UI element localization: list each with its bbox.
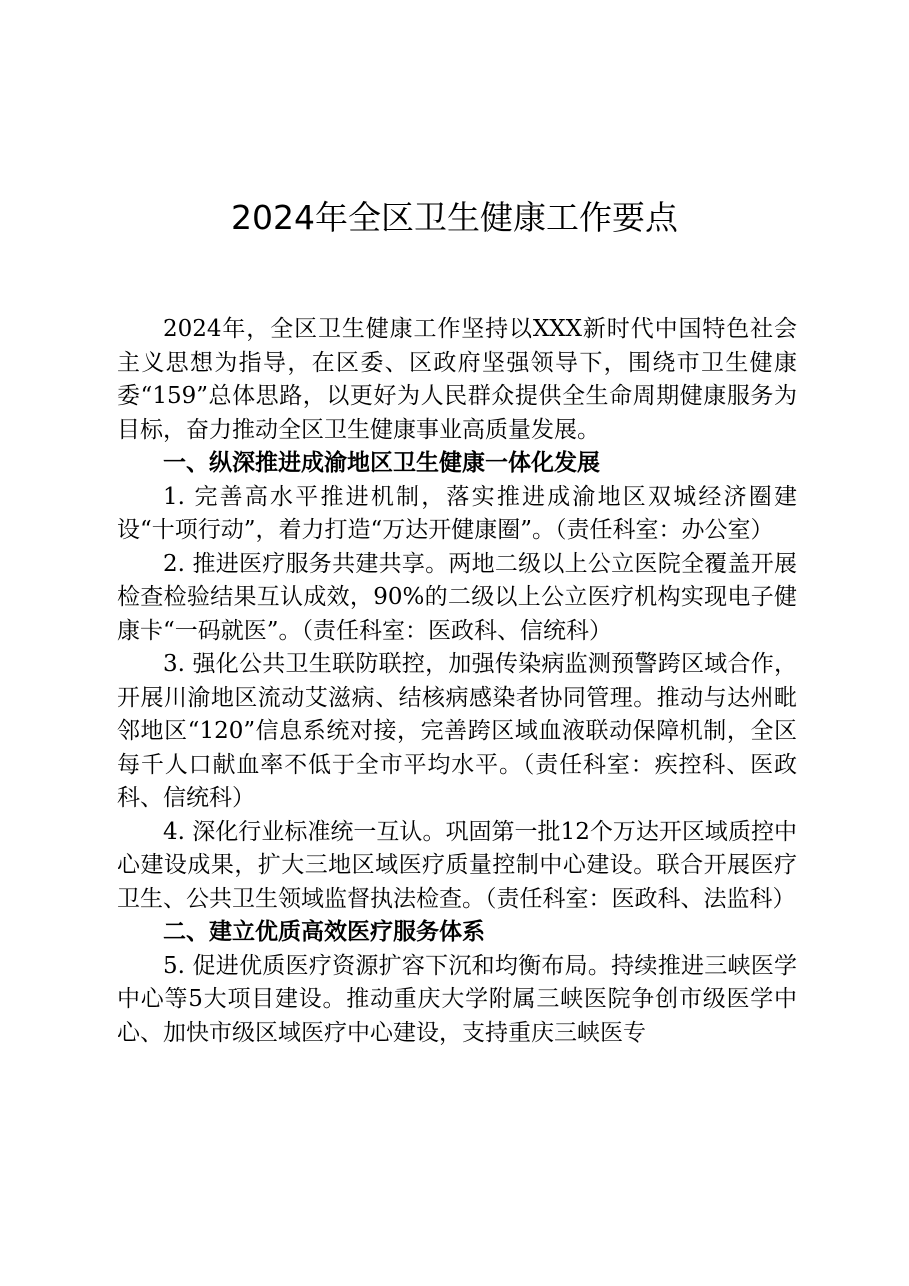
intro-paragraph: 2024年，全区卫生健康工作坚持以XXX新时代中国特色社会主义思想为指导，在区委、区政府坚强领导下，围绕市卫生健康委“159”总体思路，以更好为人民群众提供全生命周期健康服务为目标，奋力推动全区卫生健康事业高质量发展。 [117, 316, 797, 443]
list-item: 4. 深化行业标准统一互认。巩固第一批12个万达开区域质控中心建设成果，扩大三地区域医疗质量控制中心建设。联合开展医疗卫生、公共卫生领域监督执法检查。（责任科室：医政科、法监科） [117, 818, 797, 912]
list-item: 1. 完善高水平推进机制，落实推进成渝地区双城经济圈建设“十项行动”，着力打造“万达开健康圈”。（责任科室：办公室） [117, 483, 797, 543]
list-item: 3. 强化公共卫生联防联控，加强传染病监测预警跨区域合作，开展川渝地区流动艾滋病、结核病感染者协同管理。推动与达州毗邻地区“120”信息系统对接，完善跨区域血液联动保障机制，全区每千人口献血率不低于全市平均水平。（责任科室：疾控科、医政科、信统科） [117, 651, 797, 811]
document-body [117, 313, 797, 1050]
list-item: 2. 推进医疗服务共建共享。两地二级以上公立医院全覆盖开展检查检验结果互认成效，90%的二级以上公立医疗机构实现电子健康卡“一码就医”。（责任科室：医政科、信统科） [117, 550, 797, 644]
list-item: 5. 促进优质医疗资源扩容下沉和均衡布局。持续推进三峡医学中心等5大项目建设。推动重庆大学附属三峡医院争创市级医学中心、加快市级区域医疗中心建设，支持重庆三峡医专 [117, 952, 797, 1046]
section-heading-1: 一、纵深推进成渝地区卫生健康一体化发展 [163, 450, 600, 476]
document-title: 2024年全区卫生健康工作要点 [231, 198, 678, 237]
section-heading-2: 二、建立优质高效医疗服务体系 [163, 919, 485, 945]
